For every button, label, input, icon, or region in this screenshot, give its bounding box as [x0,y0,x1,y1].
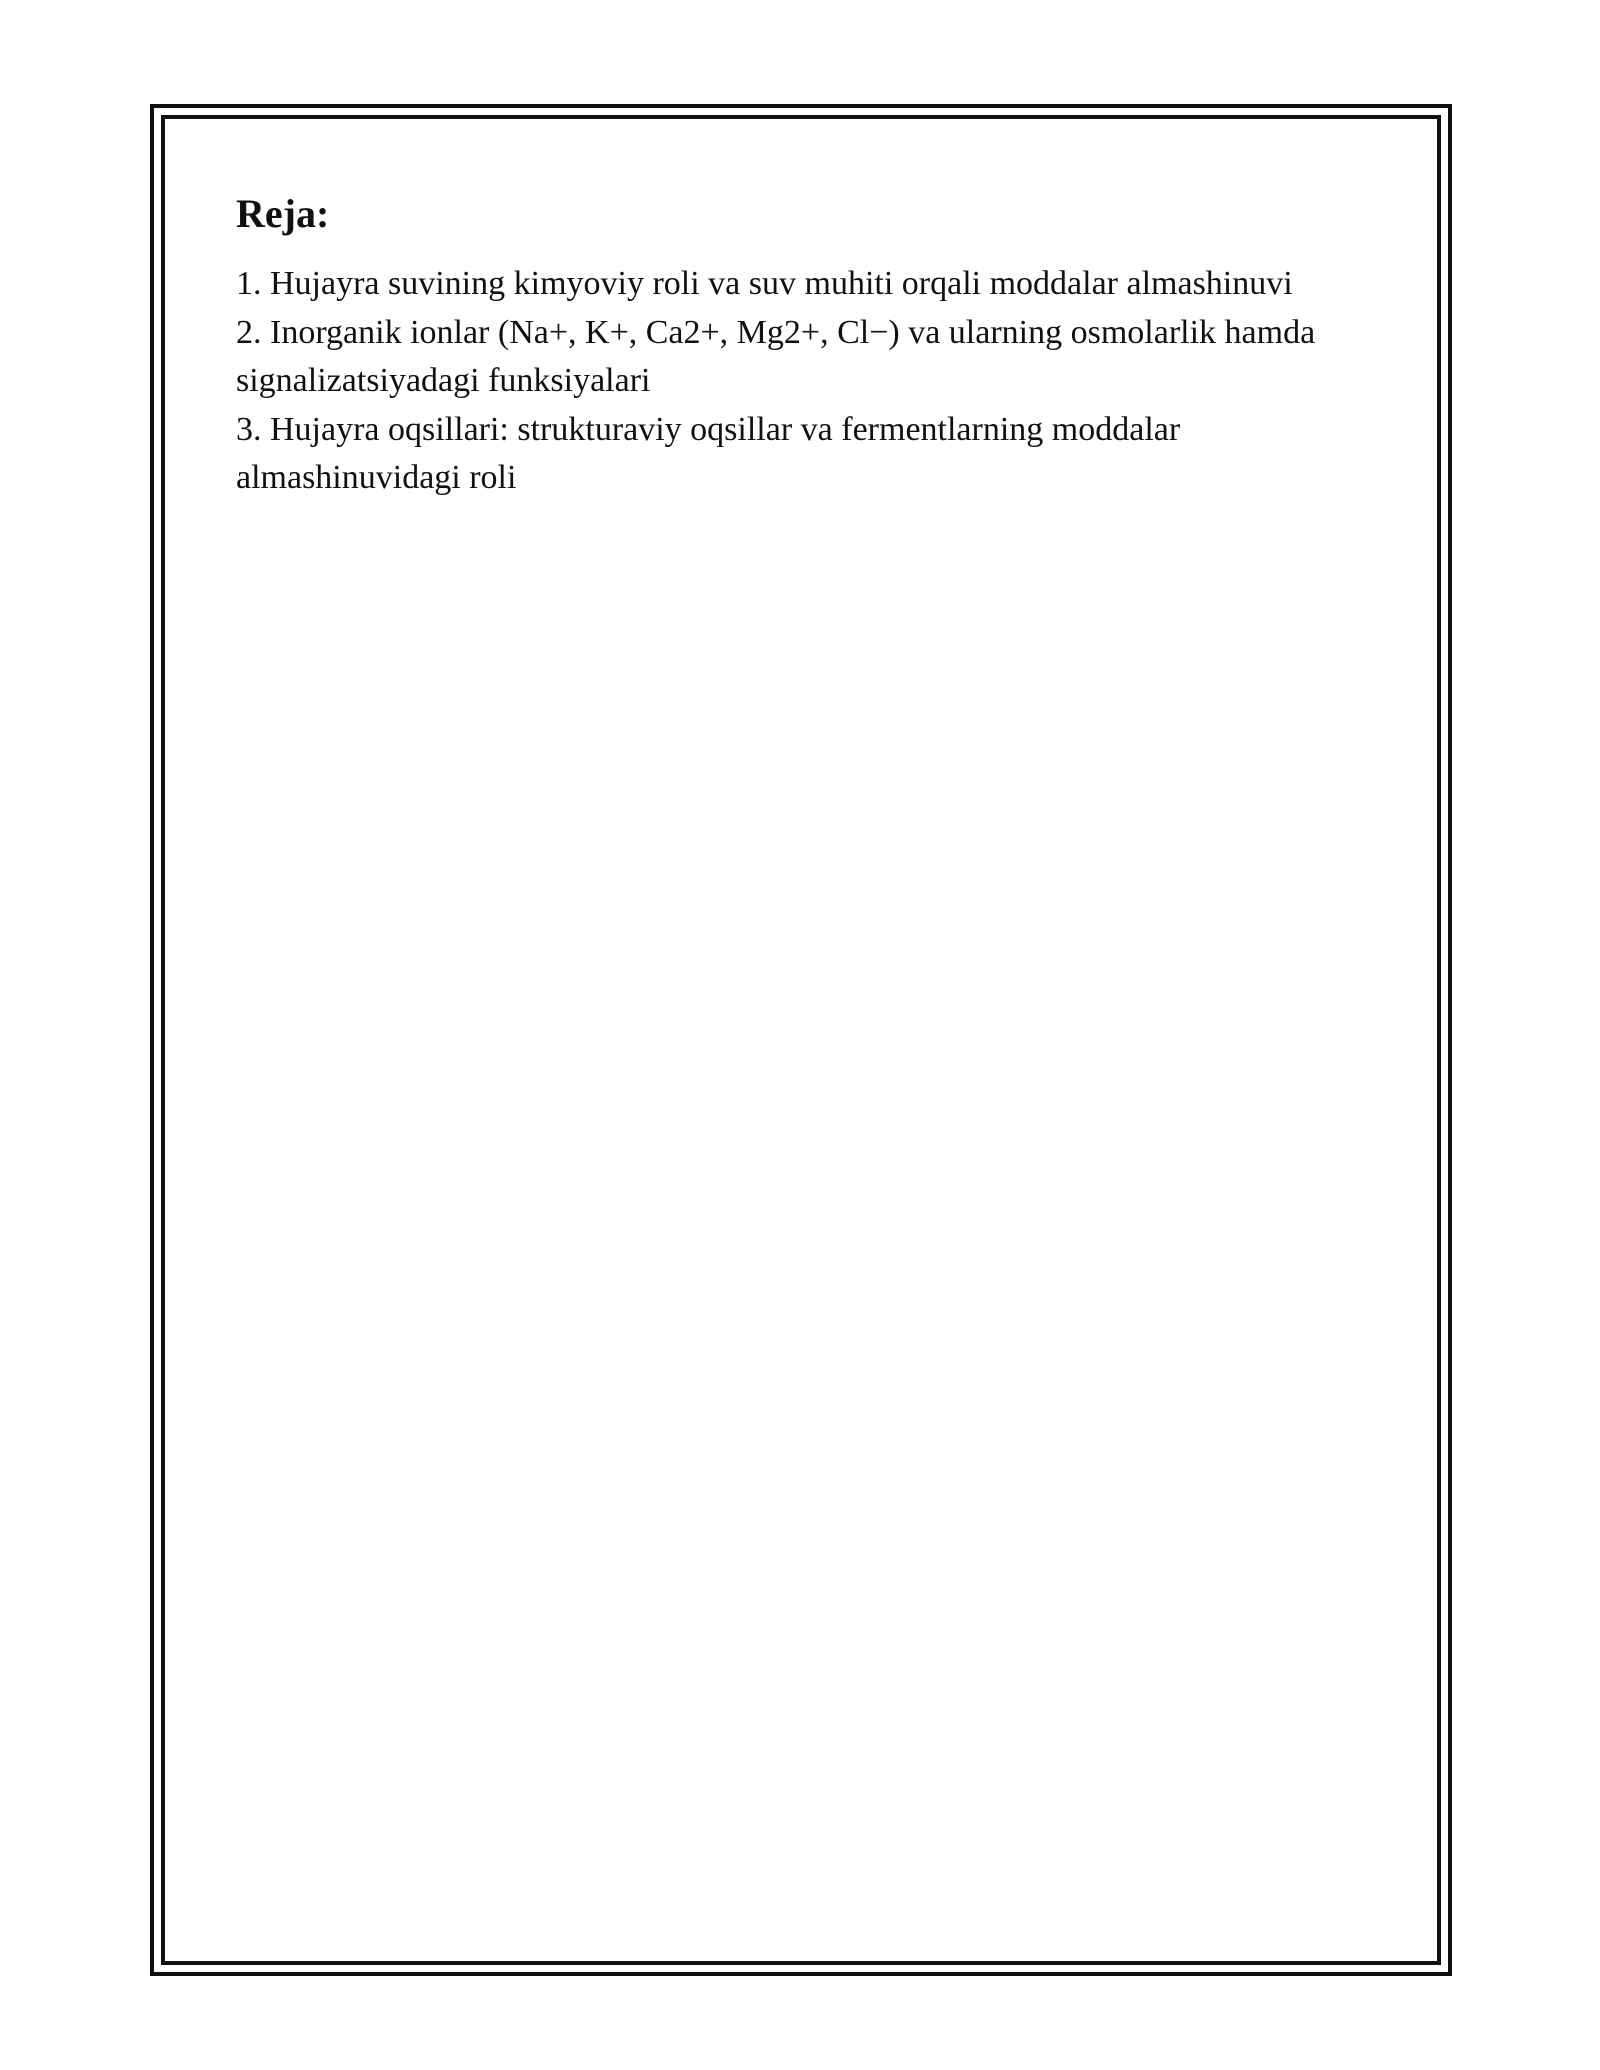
document-body [236,190,1346,503]
page-title: Reja: [236,191,330,236]
plan-list [236,260,1346,503]
plan-item-3: 3. Hujayra oqsillari: strukturaviy oqsillar va fermentlarning moddalar almashinuvidagi roli [236,410,1181,496]
plan-item-1: 1. Hujayra suvining kimyoviy roli va suv muhiti orqali moddalar almashinuvi [236,265,1293,302]
plan-item-2: 2. Inorganik ionlar (Na+, K+, Ca2+, Mg2+, Cl−) va ularning osmolarlik hamda signalizatsiyadagi funksiyalari [236,313,1316,399]
